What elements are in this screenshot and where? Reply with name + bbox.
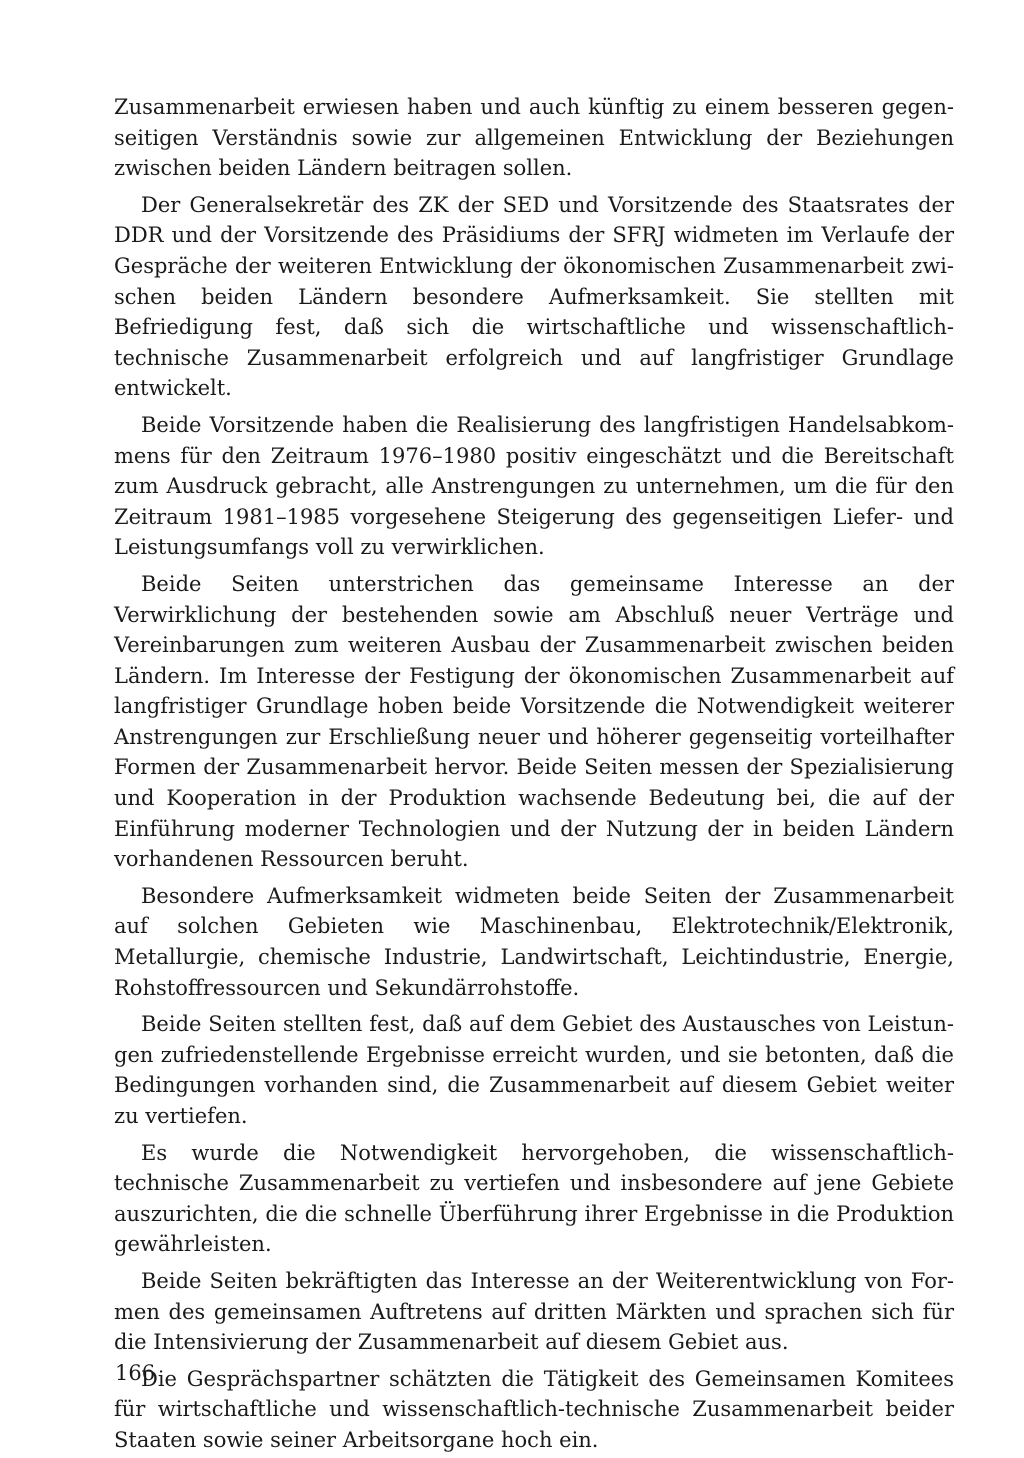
paragraph-5: Besondere Aufmerksamkeit widmeten beide Seiten der Zusammenarbeit auf solchen Gebieten wie Maschinenbau, Elektrotechnik/Elektronik, Metallurgie, chemische Industrie, Landwirtschaft, Leichtindustrie, Energie, Rohstoffressourcen und Sekundärrohstoffe. (114, 883, 954, 1000)
paragraph-9: Die Gesprächspartner schätzten die Tätigkeit des Gemeinsamen Komitees für wirtschaftliche und wissenschaftlich-technische Zusammenarbeit beider Staaten sowie seiner Arbeitsorgane hoch ein. (114, 1366, 954, 1452)
paragraph-3: Beide Vorsitzende haben die Realisierung des langfristigen Handelsabkommens für den Zeitraum 1976–1980 positiv eingeschätzt und die Bereitschaft zum Ausdruck gebracht, alle Anstrengungen zu unternehmen, um die für den Zeitraum 1981–1985 vorgesehene Steigerung des gegenseitigen Liefer- und Leistungsumfangs voll zu verwirklichen. (114, 412, 954, 560)
paragraph-7: Es wurde die Notwendigkeit hervorgehoben, die wissenschaftlich-technische Zusammenarbeit zu vertiefen und insbesondere auf jene Gebiete auszurichten, die die schnelle Überführung ihrer Ergebnisse in die Produktion gewährleisten. (114, 1140, 954, 1257)
paragraph-4: Beide Seiten unterstrichen das gemeinsame Interesse an der Verwirklichung der bestehenden sowie am Abschluß neuer Verträge und Vereinbarungen zum weiteren Ausbau der Zusammenarbeit zwischen beiden Ländern. Im Interesse der Festigung der ökonomischen Zusammenarbeit auf langfristiger Grundlage hoben beide Vorsitzende die Notwendigkeit weiterer Anstrengungen zur Erschließung neuer und höherer gegenseitig vorteilhafter Formen der Zusammenarbeit hervor. Beide Seiten messen der Spezialisierung und Kooperation in der Produktion wachsende Bedeutung bei, die auf der Einführung moderner Technologien und der Nutzung der in beiden Ländern vorhandenen Ressourcen beruht. (114, 571, 954, 872)
paragraph-1: Zusammenarbeit erwiesen haben und auch künftig zu einem besseren gegenseitigen Verständnis sowie zur allgemeinen Entwicklung der Beziehungen zwischen beiden Ländern beitragen sollen. (114, 95, 954, 181)
body-text (114, 92, 954, 1456)
paragraph-8: Beide Seiten bekräftigten das Interesse an der Weiterentwicklung von Formen des gemeinsamen Auftretens auf dritten Märkten und sprachen sich für die Intensivierung der Zusammenarbeit auf diesem Gebiet aus. (114, 1268, 954, 1355)
page-number: 166 (115, 1361, 156, 1385)
paragraph-6: Beide Seiten stellten fest, daß auf dem Gebiet des Austausches von Leistungen zufriedenstellende Ergebnisse erreicht wurden, und sie betonten, daß die Bedingungen vorhanden sind, die Zusammenarbeit auf diesem Gebiet weiter zu vertiefen. (114, 1012, 954, 1128)
paragraph-2: Der Generalsekretär des ZK der SED und Vorsitzende des Staatsrates der DDR und der Vorsitzende des Präsidiums der SFRJ widmeten im Verlaufe der Gespräche der weiteren Entwicklung der ökonomischen Zusammenarbeit zwischen beiden Ländern besondere Aufmerksamkeit. Sie stellten mit Befriedigung fest, daß sich die wirtschaftliche und wissenschaftlich-technische Zusammenarbeit erfolgreich und auf langfristiger Grundlage entwickelt. (114, 192, 954, 401)
